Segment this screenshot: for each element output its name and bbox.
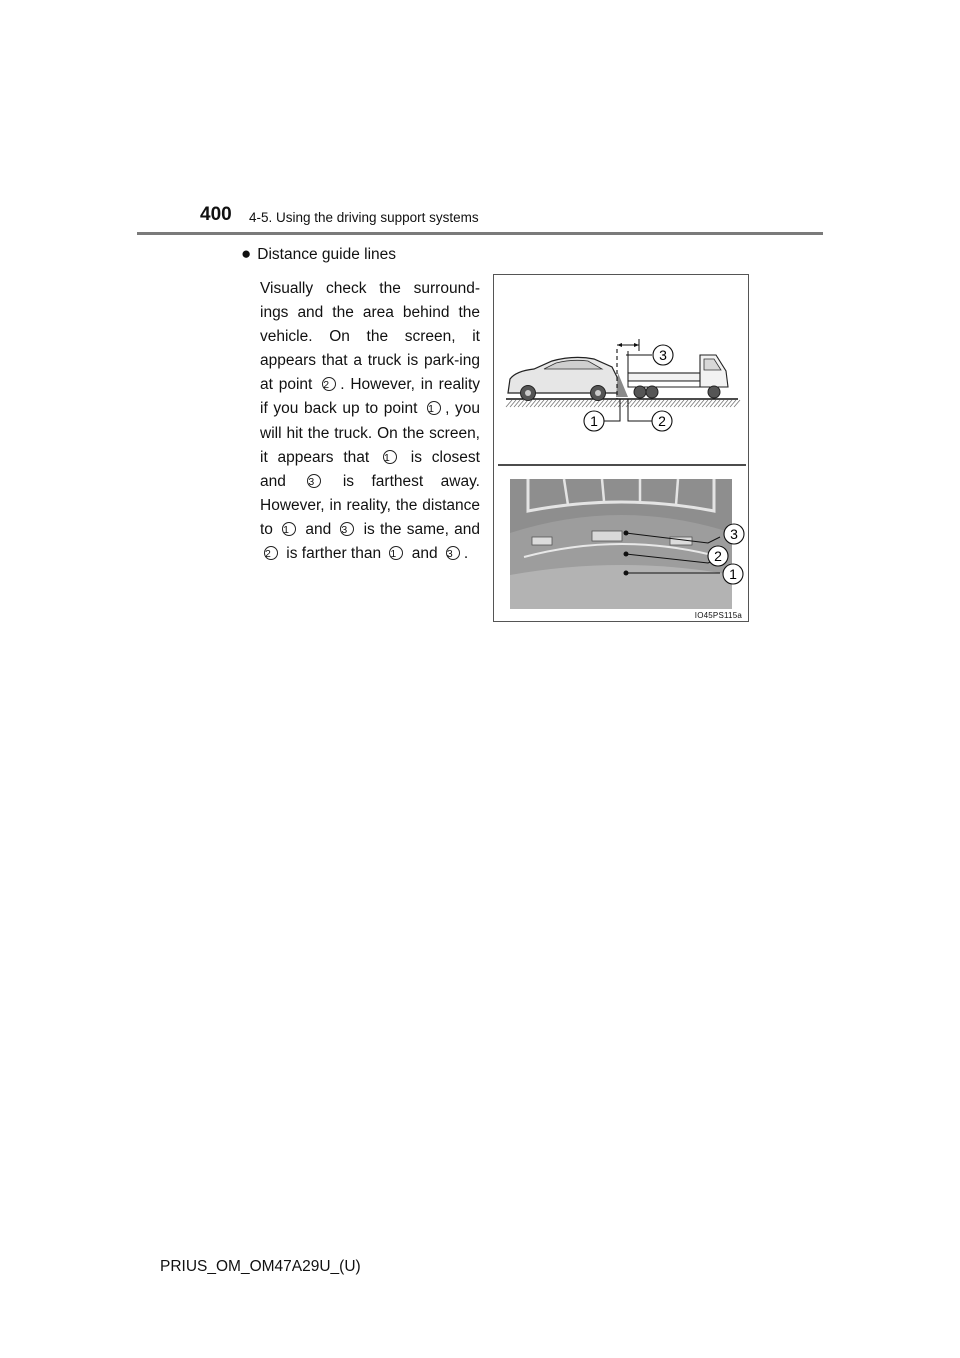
- svg-text:2: 2: [658, 413, 666, 429]
- side-view-illustration: [506, 339, 740, 421]
- section-title: 4-5. Using the driving support systems: [249, 210, 479, 225]
- body-text-run: Visually check the surround-ings and the area behind the vehicle. On the screen, it appears that a truck is park-ing at point: [260, 280, 480, 394]
- callout-number-icon: 1: [389, 546, 403, 560]
- callout-top-1: [584, 411, 604, 431]
- header-divider: [137, 232, 823, 235]
- body-text-run: is closest and: [260, 448, 480, 490]
- body-text-run: is farthest away. However, in reality, the distance to: [260, 472, 480, 538]
- svg-text:3: 3: [659, 347, 667, 363]
- truck-illustration: [628, 355, 728, 398]
- svg-text:2: 2: [714, 548, 722, 564]
- callout-bottom-3: [724, 524, 744, 544]
- callout-top-2: [652, 411, 672, 431]
- camera-screen-illustration: [510, 479, 732, 609]
- callout-number-icon: 3: [307, 474, 321, 488]
- camera-figure: [493, 274, 749, 622]
- callout-number-icon: 1: [282, 522, 296, 536]
- callout-bottom-1: [723, 564, 743, 584]
- callout-number-icon: 1: [427, 401, 441, 415]
- car-illustration: [508, 357, 618, 400]
- callout-number-icon: 2: [322, 377, 336, 391]
- figure-illustration: [494, 275, 750, 623]
- figure-code: IO45PS115a: [694, 611, 742, 620]
- footer-doc-id: PRIUS_OM_OM47A29U_(U): [160, 1258, 361, 1275]
- svg-text:3: 3: [730, 526, 738, 542]
- bullet-heading: [241, 244, 396, 264]
- body-text-run: . However, in reality if you back up to point: [260, 376, 481, 418]
- page-number: 400: [200, 204, 232, 225]
- body-text-run: is farther than: [282, 545, 386, 563]
- callout-number-icon: 1: [383, 450, 397, 464]
- body-text-run: and: [407, 545, 442, 563]
- callout-number-icon: 3: [446, 546, 460, 560]
- bullet-icon: ●: [241, 244, 252, 263]
- body-text-run: is the same, and: [358, 520, 480, 538]
- svg-text:1: 1: [590, 413, 598, 429]
- callout-bottom-2: [708, 546, 728, 566]
- bullet-heading-text: Distance guide lines: [257, 246, 397, 263]
- body-text-run: , you will hit the truck. On the screen, it appears that: [260, 400, 480, 466]
- callout-number-icon: 2: [264, 546, 278, 560]
- svg-text:1: 1: [729, 566, 737, 582]
- callout-number-icon: 3: [340, 522, 354, 536]
- callout-top-3: [653, 345, 673, 365]
- body-text-run: .: [463, 545, 469, 563]
- body-paragraph: [260, 277, 480, 566]
- body-text-run: and: [300, 520, 337, 538]
